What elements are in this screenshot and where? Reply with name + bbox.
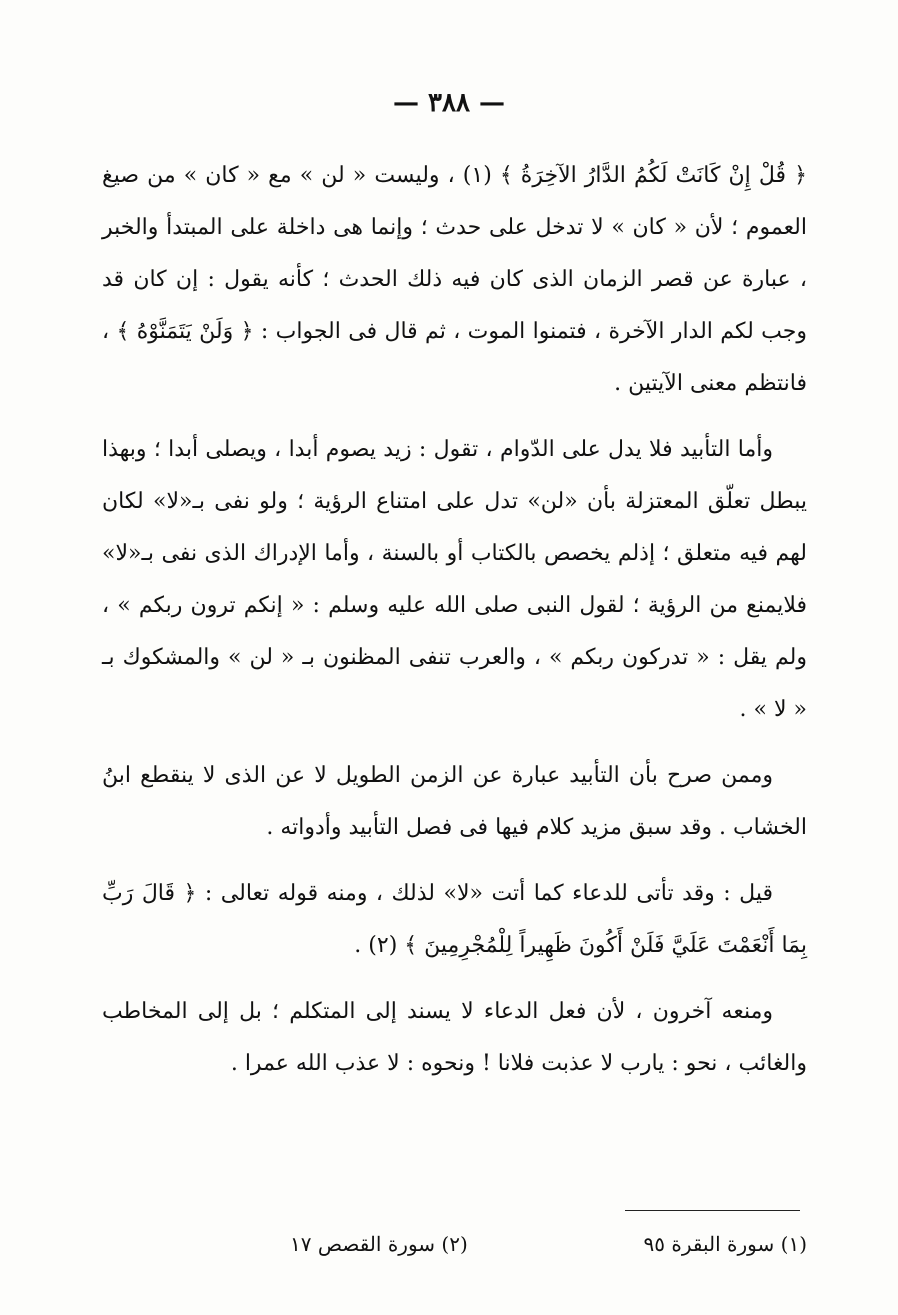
paragraph-3: وممن صرح بأن التأبيد عبارة عن الزمن الطويل لا عن الذى لا ينقطع ابنُ الخشاب . وقد سبق مزيد كلام فيها فى فصل التأبيد وأدواته . [102,763,807,840]
paragraph-2: وأما التأبيد فلا يدل على الدّوام ، تقول : زيد يصوم أبدا ، ويصلى أبدا ؛ وبهذا يبطل تعلّق المعتزلة بأن «لن» تدل على امتناع الرؤية ؛ ولو نفى بـ«لا» لكان لهم فيه متعلق ؛ إذلم يخصص بالكتاب أو بالسنة ، وأما الإدراك الذى نفى بـ«لا» فلايمنع من الرؤية ؛ لقول النبى صلى الله عليه وسلم : « إنكم ترون ربكم » ، ولم يقل : « تدركون ربكم » ، والعرب تنفى المظنون بـ « لن » والمشكوك بـ « لا » . [102,437,807,722]
paragraph-1: ﴿ قُلْ إِنْ كَانَتْ لَكُمُ الدَّارُ الآخِرَةُ ﴾ (١) ، وليست « لن » مع « كان » من صيغ العموم ؛ لأن « كان » لا تدخل على حدث ؛ وإنما هى داخلة على المبتدأ والخبر ، عبارة عن قصر الزمان الذى كان فيه ذلك الحدث ؛ كأنه يقول : إن كان قد وجب لكم الدار الآخرة ، فتمنوا الموت ، ثم قال فى الجواب : ﴿ وَلَنْ يَتَمَنَّوْهُ ﴾ ، فانتظم معنى الآيتين . [102,163,807,396]
paragraph-4: قيل : وقد تأتى للدعاء كما أتت «لا» لذلك ، ومنه قوله تعالى : ﴿ قَالَ رَبِّ بِمَا أَنْعَمْتَ عَلَيَّ فَلَنْ أَكُونَ ظَهِيراً لِلْمُجْرِمِينَ ﴾ (٢) . [102,881,807,958]
page-number: — ٣٨٨ — [392,88,506,118]
footnote-2: (٢) سورة القصص ١٧ [290,1232,468,1256]
footnote-divider [625,1210,800,1211]
body-text [102,150,807,1104]
paragraph-5: ومنعه آخرون ، لأن فعل الدعاء لا يسند إلى المتكلم ؛ بل إلى المخاطب والغائب ، نحو : يارب لا عذبت فلانا ! ونحوه : لا عذب الله عمرا . [102,999,807,1076]
footnote-1: (١) سورة البقرة ٩٥ [643,1232,807,1256]
footnotes [290,1232,807,1256]
